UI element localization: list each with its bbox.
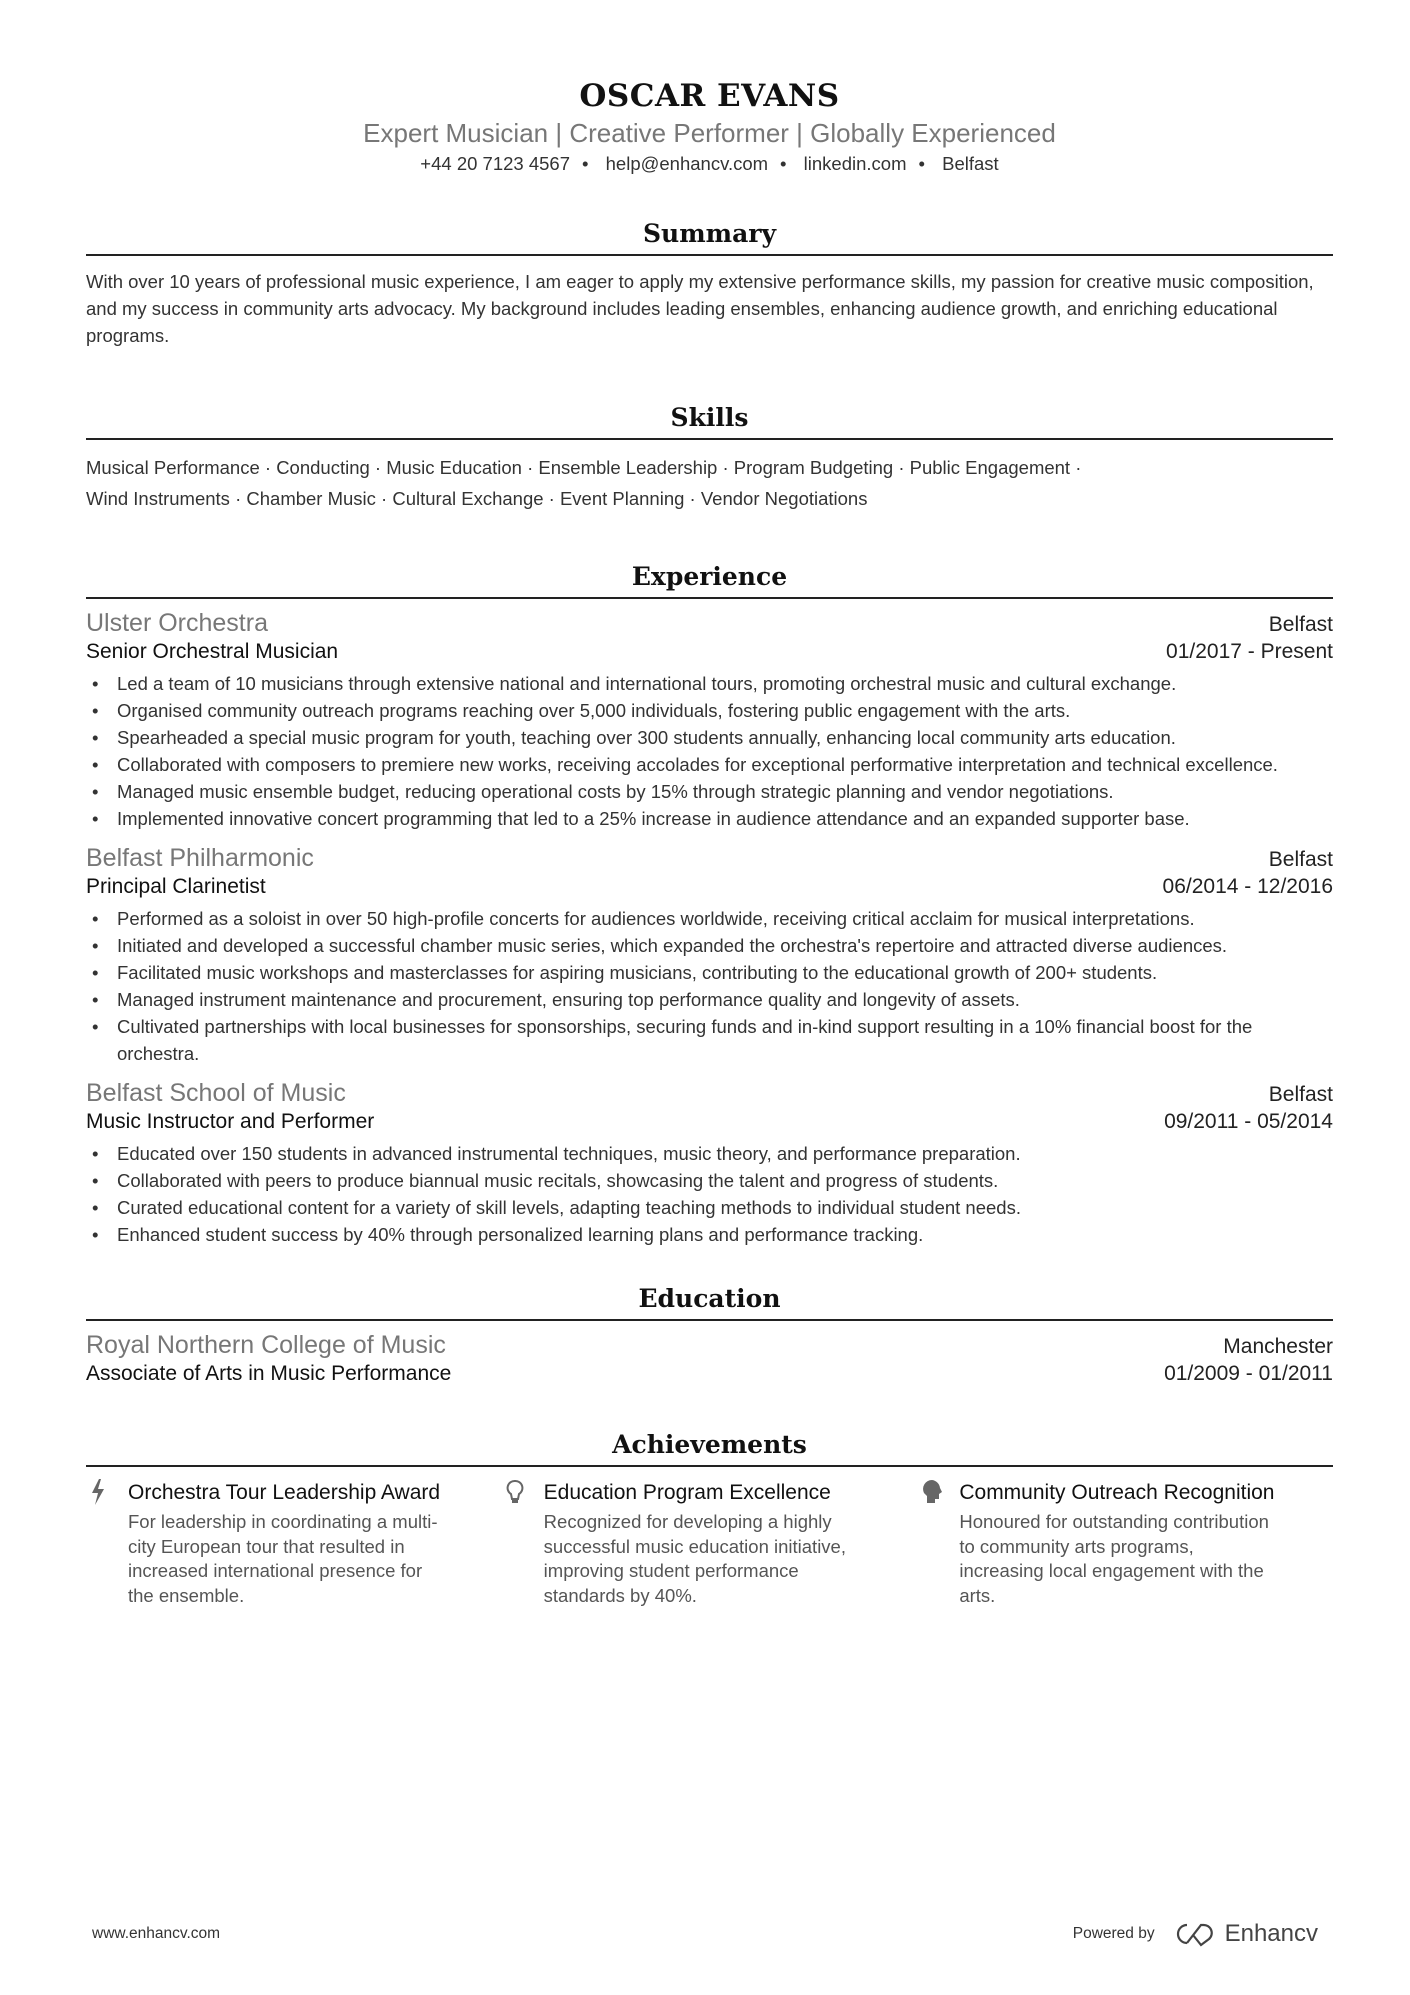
achievement-item — [502, 1479, 918, 1608]
job-bullet: • Led a team of 10 musicians through extensive national and international tours, promoting orchestral music and cultural exchange. — [86, 670, 1333, 697]
enhancv-logo[interactable] — [1173, 1920, 1318, 1948]
job-entry — [86, 609, 1333, 832]
achievement-item — [86, 1479, 502, 1608]
linkedin[interactable]: linkedin.com — [803, 153, 907, 174]
phone: +44 20 7123 4567 — [420, 153, 570, 174]
achievement-title: Community Outreach Recognition — [959, 1481, 1275, 1504]
powered-by: Powered by — [1072, 1925, 1155, 1942]
job-entry — [86, 1079, 1333, 1248]
education-heading: Education — [86, 1284, 1333, 1321]
job-bullet: • Managed music ensemble budget, reducing operational costs by 15% through strategic planning and vendor negotiations. — [86, 778, 1333, 805]
company-name: Belfast Philharmonic — [86, 844, 314, 872]
email[interactable]: help@enhancv.com — [605, 153, 769, 174]
company-name: Ulster Orchestra — [86, 609, 268, 637]
summary-heading: Summary — [86, 219, 1333, 256]
enhancv-brand: Enhancv — [1224, 1920, 1318, 1947]
job-bullet: • Implemented innovative concert programming that led to a 25% increase in audience attendance and an expanded supporter base. — [86, 805, 1333, 832]
job-role: Senior Orchestral Musician — [86, 640, 339, 663]
education-entry — [86, 1331, 1333, 1386]
job-role: Principal Clarinetist — [86, 875, 266, 898]
job-bullet: • Enhanced student success by 40% through personalized learning plans and performance tracking. — [86, 1221, 1333, 1248]
lightbulb-icon — [502, 1479, 544, 1608]
skills-list — [86, 452, 1333, 514]
skills-line: Wind Instruments · Chamber Music · Cultural Exchange · Event Planning · Vendor Negotiations — [86, 488, 868, 509]
degree: Associate of Arts in Music Performance — [86, 1362, 452, 1385]
job-location: Belfast — [1268, 1083, 1333, 1106]
job-entry — [86, 844, 1333, 1067]
school-name: Royal Northern College of Music — [86, 1331, 446, 1359]
job-bullets — [86, 670, 1333, 832]
job-bullet: • Collaborated with peers to produce biannual music recitals, showcasing the talent and progress of students. — [86, 1167, 1333, 1194]
achievements-list — [86, 1479, 1333, 1608]
job-location: Belfast — [1268, 848, 1333, 871]
achievement-title: Orchestra Tour Leadership Award — [128, 1481, 441, 1504]
skills-line: Musical Performance · Conducting · Music Education · Ensemble Leadership · Program Budgeting · Public Engagement · — [86, 457, 1082, 478]
job-role: Music Instructor and Performer — [86, 1110, 375, 1133]
education-dates: 01/2009 - 01/2011 — [1164, 1362, 1333, 1385]
school-location: Manchester — [1223, 1335, 1333, 1358]
lightning-icon — [86, 1479, 128, 1608]
job-bullet: • Educated over 150 students in advanced instrumental techniques, music theory, and performance preparation. — [86, 1140, 1333, 1167]
achievement-item — [917, 1479, 1333, 1608]
job-bullet: • Spearheaded a special music program for youth, teaching over 300 students annually, enhancing local community arts education. — [86, 724, 1333, 751]
job-bullet: • Collaborated with composers to premiere new works, receiving accolades for exceptional performative interpretation and technical excellence. — [86, 751, 1333, 778]
job-bullet: • Organised community outreach programs reaching over 5,000 individuals, fostering public engagement with the arts. — [86, 697, 1333, 724]
job-bullet: • Cultivated partnerships with local businesses for sponsorships, securing funds and in-kind support resulting in a 10% financial boost for the orchestra. — [86, 1013, 1333, 1067]
candidate-title: Expert Musician | Creative Performer | Globally Experienced — [363, 118, 1056, 148]
footer — [92, 1920, 1318, 1948]
achievement-description: Recognized for developing a highly successful music education initiative, improving student performance standards by 40%. — [543, 1511, 846, 1606]
experience-list — [86, 609, 1333, 1248]
job-bullets — [86, 1140, 1333, 1248]
candidate-name: OSCAR EVANS — [579, 78, 840, 114]
job-bullet: • Performed as a soloist in over 50 high-profile concerts for audiences worldwide, receiving critical acclaim for musical interpretations. — [86, 905, 1333, 932]
footer-website[interactable]: www.enhancv.com — [92, 1925, 221, 1942]
experience-heading: Experience — [86, 562, 1333, 599]
location: Belfast — [942, 153, 999, 174]
achievement-title: Education Program Excellence — [543, 1481, 831, 1504]
achievement-description: For leadership in coordinating a multi-city European tour that resulted in increased international presence for the ensemble. — [128, 1511, 438, 1606]
job-bullet: • Facilitated music workshops and masterclasses for aspiring musicians, contributing to the educational growth of 200+ students. — [86, 959, 1333, 986]
head-icon — [917, 1479, 959, 1608]
job-bullet: • Managed instrument maintenance and procurement, ensuring top performance quality and longevity of assets. — [86, 986, 1333, 1013]
achievements-heading: Achievements — [86, 1430, 1333, 1467]
resume-page — [86, 0, 1333, 1608]
contact-info: +44 20 7123 4567 • help@enhancv.com • linkedin.com • Belfast — [420, 153, 999, 174]
summary-text: With over 10 years of professional music experience, I am eager to apply my extensive performance skills, my passion for creative music composition, and my success in community arts advocacy. My background includes leading ensembles, enhancing audience growth, and enriching educational programs. — [86, 271, 1314, 346]
achievement-description: Honoured for outstanding contribution to community arts programs, increasing local engagement with the arts. — [959, 1511, 1269, 1606]
enhancv-logo-icon — [1173, 1921, 1217, 1947]
job-bullet: • Initiated and developed a successful chamber music series, which expanded the orchestra's repertoire and attracted diverse audiences. — [86, 932, 1333, 959]
company-name: Belfast School of Music — [86, 1079, 346, 1107]
job-location: Belfast — [1268, 613, 1333, 636]
job-bullet: • Curated educational content for a variety of skill levels, adapting teaching methods to individual student needs. — [86, 1194, 1333, 1221]
skills-heading: Skills — [86, 403, 1333, 440]
job-dates: 06/2014 - 12/2016 — [1162, 875, 1333, 898]
job-dates: 09/2011 - 05/2014 — [1164, 1110, 1333, 1133]
job-bullets — [86, 905, 1333, 1067]
job-dates: 01/2017 - Present — [1166, 640, 1333, 663]
